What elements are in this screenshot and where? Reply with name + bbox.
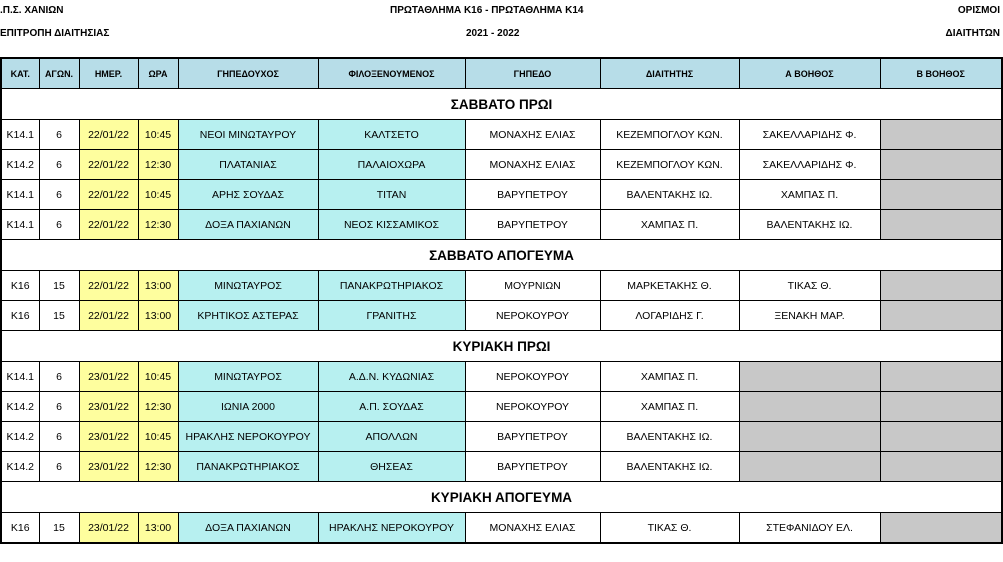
season-label: 2021 - 2022 (466, 28, 520, 39)
cell-match: 6 (39, 150, 79, 180)
cell-cat: Κ14.1 (1, 180, 39, 210)
doc-title-2: ΔΙΑΙΤΗΤΩΝ (945, 28, 1000, 39)
cell-away: ΤΙΤΑΝ (318, 180, 465, 210)
cell-time: 12:30 (138, 452, 178, 482)
cell-stadium: ΒΑΡΥΠΕΤΡΟΥ (465, 452, 600, 482)
col-header-cat: ΚΑΤ. (1, 58, 39, 89)
table-row (1, 150, 1002, 180)
cell-assistant-a: ΣΑΚΕΛΛΑΡΙΔΗΣ Φ. (739, 120, 880, 150)
cell-date: 23/01/22 (79, 392, 138, 422)
cell-assistant-b (880, 513, 1002, 544)
col-header-away: ΦΙΛΟΞΕΝΟΥΜΕΝΟΣ (318, 58, 465, 89)
championship-title: ΠΡΩΤΑΘΛΗΜΑ Κ16 - ΠΡΩΤΑΘΛΗΜΑ Κ14 (390, 5, 584, 16)
cell-away: Α.Π. ΣΟΥΔΑΣ (318, 392, 465, 422)
cell-home: ΜΙΝΩΤΑΥΡΟΣ (178, 271, 318, 301)
cell-assistant-a (739, 362, 880, 392)
col-header-match: ΑΓΩΝ. (39, 58, 79, 89)
cell-assistant-b (880, 210, 1002, 240)
cell-assistant-a (739, 422, 880, 452)
cell-away: ΓΡΑΝΙΤΗΣ (318, 301, 465, 331)
cell-assistant-b (880, 392, 1002, 422)
cell-date: 22/01/22 (79, 120, 138, 150)
cell-match: 6 (39, 180, 79, 210)
cell-time: 10:45 (138, 362, 178, 392)
cell-time: 13:00 (138, 271, 178, 301)
cell-cat: Κ14.2 (1, 150, 39, 180)
cell-match: 6 (39, 120, 79, 150)
section-row (1, 482, 1002, 513)
cell-date: 22/01/22 (79, 210, 138, 240)
cell-home: ΠΑΝΑΚΡΩΤΗΡΙΑΚΟΣ (178, 452, 318, 482)
cell-stadium: ΜΟΝΑΧΗΣ ΕΛΙΑΣ (465, 120, 600, 150)
table-row (1, 301, 1002, 331)
cell-referee: ΧΑΜΠΑΣ Π. (600, 210, 739, 240)
section-title: ΣΑΒΒΑΤΟ ΠΡΩΙ (1, 89, 1002, 120)
cell-date: 22/01/22 (79, 180, 138, 210)
cell-home: ΔΟΞΑ ΠΑΧΙΑΝΩΝ (178, 513, 318, 544)
cell-date: 23/01/22 (79, 362, 138, 392)
cell-assistant-b (880, 150, 1002, 180)
cell-time: 13:00 (138, 301, 178, 331)
cell-assistant-b (880, 301, 1002, 331)
cell-date: 23/01/22 (79, 422, 138, 452)
cell-referee: ΧΑΜΠΑΣ Π. (600, 392, 739, 422)
cell-cat: Κ16 (1, 513, 39, 544)
cell-assistant-b (880, 271, 1002, 301)
col-header-referee: ΔΙΑΙΤΗΤΗΣ (600, 58, 739, 89)
cell-away: Α.Δ.Ν. ΚΥΔΩΝΙΑΣ (318, 362, 465, 392)
cell-away: ΗΡΑΚΛΗΣ ΝΕΡΟΚΟΥΡΟΥ (318, 513, 465, 544)
cell-cat: Κ16 (1, 301, 39, 331)
cell-cat: Κ14.2 (1, 422, 39, 452)
cell-date: 23/01/22 (79, 513, 138, 544)
cell-away: ΠΑΝΑΚΡΩΤΗΡΙΑΚΟΣ (318, 271, 465, 301)
table-row (1, 392, 1002, 422)
table-row (1, 271, 1002, 301)
cell-home: ΙΩΝΙΑ 2000 (178, 392, 318, 422)
cell-stadium: ΝΕΡΟΚΟΥΡΟΥ (465, 392, 600, 422)
cell-home: ΠΛΑΤΑΝΙΑΣ (178, 150, 318, 180)
section-title: ΣΑΒΒΑΤΟ ΑΠΟΓΕΥΜΑ (1, 240, 1002, 271)
cell-away: ΑΠΟΛΛΩΝ (318, 422, 465, 452)
section-title: ΚΥΡΙΑΚΗ ΠΡΩΙ (1, 331, 1002, 362)
cell-home: ΑΡΗΣ ΣΟΥΔΑΣ (178, 180, 318, 210)
table-row (1, 120, 1002, 150)
committee-name: ΕΠΙΤΡΟΠΗ ΔΙΑΙΤΗΣΙΑΣ (0, 28, 110, 39)
cell-referee: ΤΙΚΑΣ Θ. (600, 513, 739, 544)
cell-assistant-b (880, 452, 1002, 482)
schedule-body (1, 89, 1002, 544)
cell-time: 13:00 (138, 513, 178, 544)
org-name: .Π.Σ. ΧΑΝΙΩΝ (0, 5, 64, 16)
cell-assistant-a: ΤΙΚΑΣ Θ. (739, 271, 880, 301)
cell-referee: ΒΑΛΕΝΤΑΚΗΣ ΙΩ. (600, 452, 739, 482)
header-row (1, 58, 1002, 89)
cell-time: 10:45 (138, 422, 178, 452)
cell-assistant-b (880, 180, 1002, 210)
cell-date: 23/01/22 (79, 452, 138, 482)
cell-match: 6 (39, 452, 79, 482)
col-header-assistant-b: Β ΒΟΗΘΟΣ (880, 58, 1002, 89)
cell-stadium: ΝΕΡΟΚΟΥΡΟΥ (465, 301, 600, 331)
table-row (1, 422, 1002, 452)
cell-assistant-a: ΞΕΝΑΚΗ ΜΑΡ. (739, 301, 880, 331)
cell-referee: ΛΟΓΑΡΙΔΗΣ Γ. (600, 301, 739, 331)
cell-assistant-a: ΒΑΛΕΝΤΑΚΗΣ ΙΩ. (739, 210, 880, 240)
cell-match: 6 (39, 210, 79, 240)
cell-stadium: ΜΟΝΑΧΗΣ ΕΛΙΑΣ (465, 150, 600, 180)
table-row (1, 513, 1002, 544)
cell-assistant-a: ΣΤΕΦΑΝΙΔΟΥ ΕΛ. (739, 513, 880, 544)
cell-stadium: ΒΑΡΥΠΕΤΡΟΥ (465, 180, 600, 210)
cell-referee: ΚΕΖΕΜΠΟΓΛΟΥ ΚΩΝ. (600, 120, 739, 150)
cell-away: ΝΕΟΣ ΚΙΣΣΑΜΙΚΟΣ (318, 210, 465, 240)
section-row (1, 331, 1002, 362)
cell-stadium: ΒΑΡΥΠΕΤΡΟΥ (465, 422, 600, 452)
cell-time: 12:30 (138, 210, 178, 240)
cell-referee: ΒΑΛΕΝΤΑΚΗΣ ΙΩ. (600, 180, 739, 210)
cell-date: 22/01/22 (79, 150, 138, 180)
cell-match: 6 (39, 362, 79, 392)
cell-referee: ΜΑΡΚΕΤΑΚΗΣ Θ. (600, 271, 739, 301)
cell-referee: ΚΕΖΕΜΠΟΓΛΟΥ ΚΩΝ. (600, 150, 739, 180)
section-row (1, 240, 1002, 271)
cell-cat: Κ14.2 (1, 392, 39, 422)
section-row (1, 89, 1002, 120)
cell-time: 12:30 (138, 150, 178, 180)
cell-date: 22/01/22 (79, 271, 138, 301)
cell-cat: Κ14.1 (1, 120, 39, 150)
cell-match: 15 (39, 301, 79, 331)
table-row (1, 452, 1002, 482)
cell-time: 12:30 (138, 392, 178, 422)
cell-away: ΠΑΛΑΙΟΧΩΡΑ (318, 150, 465, 180)
cell-assistant-a: ΧΑΜΠΑΣ Π. (739, 180, 880, 210)
cell-match: 15 (39, 513, 79, 544)
cell-home: ΜΙΝΩΤΑΥΡΟΣ (178, 362, 318, 392)
cell-home: ΚΡΗΤΙΚΟΣ ΑΣΤΕΡΑΣ (178, 301, 318, 331)
cell-away: ΚΑΛΤΣΕΤΟ (318, 120, 465, 150)
cell-stadium: ΒΑΡΥΠΕΤΡΟΥ (465, 210, 600, 240)
cell-stadium: ΜΟΝΑΧΗΣ ΕΛΙΑΣ (465, 513, 600, 544)
cell-match: 15 (39, 271, 79, 301)
cell-referee: ΧΑΜΠΑΣ Π. (600, 362, 739, 392)
doc-title-1: ΟΡΙΣΜΟΙ (957, 5, 1000, 16)
table-row (1, 362, 1002, 392)
schedule-table (0, 57, 1003, 544)
section-title: ΚΥΡΙΑΚΗ ΑΠΟΓΕΥΜΑ (1, 482, 1002, 513)
cell-stadium: ΜΟΥΡΝΙΩΝ (465, 271, 600, 301)
cell-cat: Κ16 (1, 271, 39, 301)
cell-match: 6 (39, 422, 79, 452)
cell-assistant-b (880, 422, 1002, 452)
cell-assistant-a: ΣΑΚΕΛΛΑΡΙΔΗΣ Φ. (739, 150, 880, 180)
col-header-home: ΓΗΠΕΔΟΥΧΟΣ (178, 58, 318, 89)
table-row (1, 210, 1002, 240)
cell-cat: Κ14.1 (1, 210, 39, 240)
cell-date: 22/01/22 (79, 301, 138, 331)
table-row (1, 180, 1002, 210)
cell-cat: Κ14.1 (1, 362, 39, 392)
cell-home: ΗΡΑΚΛΗΣ ΝΕΡΟΚΟΥΡΟΥ (178, 422, 318, 452)
cell-cat: Κ14.2 (1, 452, 39, 482)
cell-match: 6 (39, 392, 79, 422)
cell-assistant-b (880, 362, 1002, 392)
cell-time: 10:45 (138, 180, 178, 210)
cell-assistant-a (739, 452, 880, 482)
cell-assistant-a (739, 392, 880, 422)
cell-time: 10:45 (138, 120, 178, 150)
cell-away: ΘΗΣΕΑΣ (318, 452, 465, 482)
cell-home: ΝΕΟΙ ΜΙΝΩΤΑΥΡΟΥ (178, 120, 318, 150)
cell-assistant-b (880, 120, 1002, 150)
col-header-assistant-a: Α ΒΟΗΘΟΣ (739, 58, 880, 89)
cell-home: ΔΟΞΑ ΠΑΧΙΑΝΩΝ (178, 210, 318, 240)
cell-referee: ΒΑΛΕΝΤΑΚΗΣ ΙΩ. (600, 422, 739, 452)
cell-stadium: ΝΕΡΟΚΟΥΡΟΥ (465, 362, 600, 392)
col-header-date: ΗΜΕΡ. (79, 58, 138, 89)
col-header-stadium: ΓΗΠΕΔΟ (465, 58, 600, 89)
col-header-time: ΩΡΑ (138, 58, 178, 89)
